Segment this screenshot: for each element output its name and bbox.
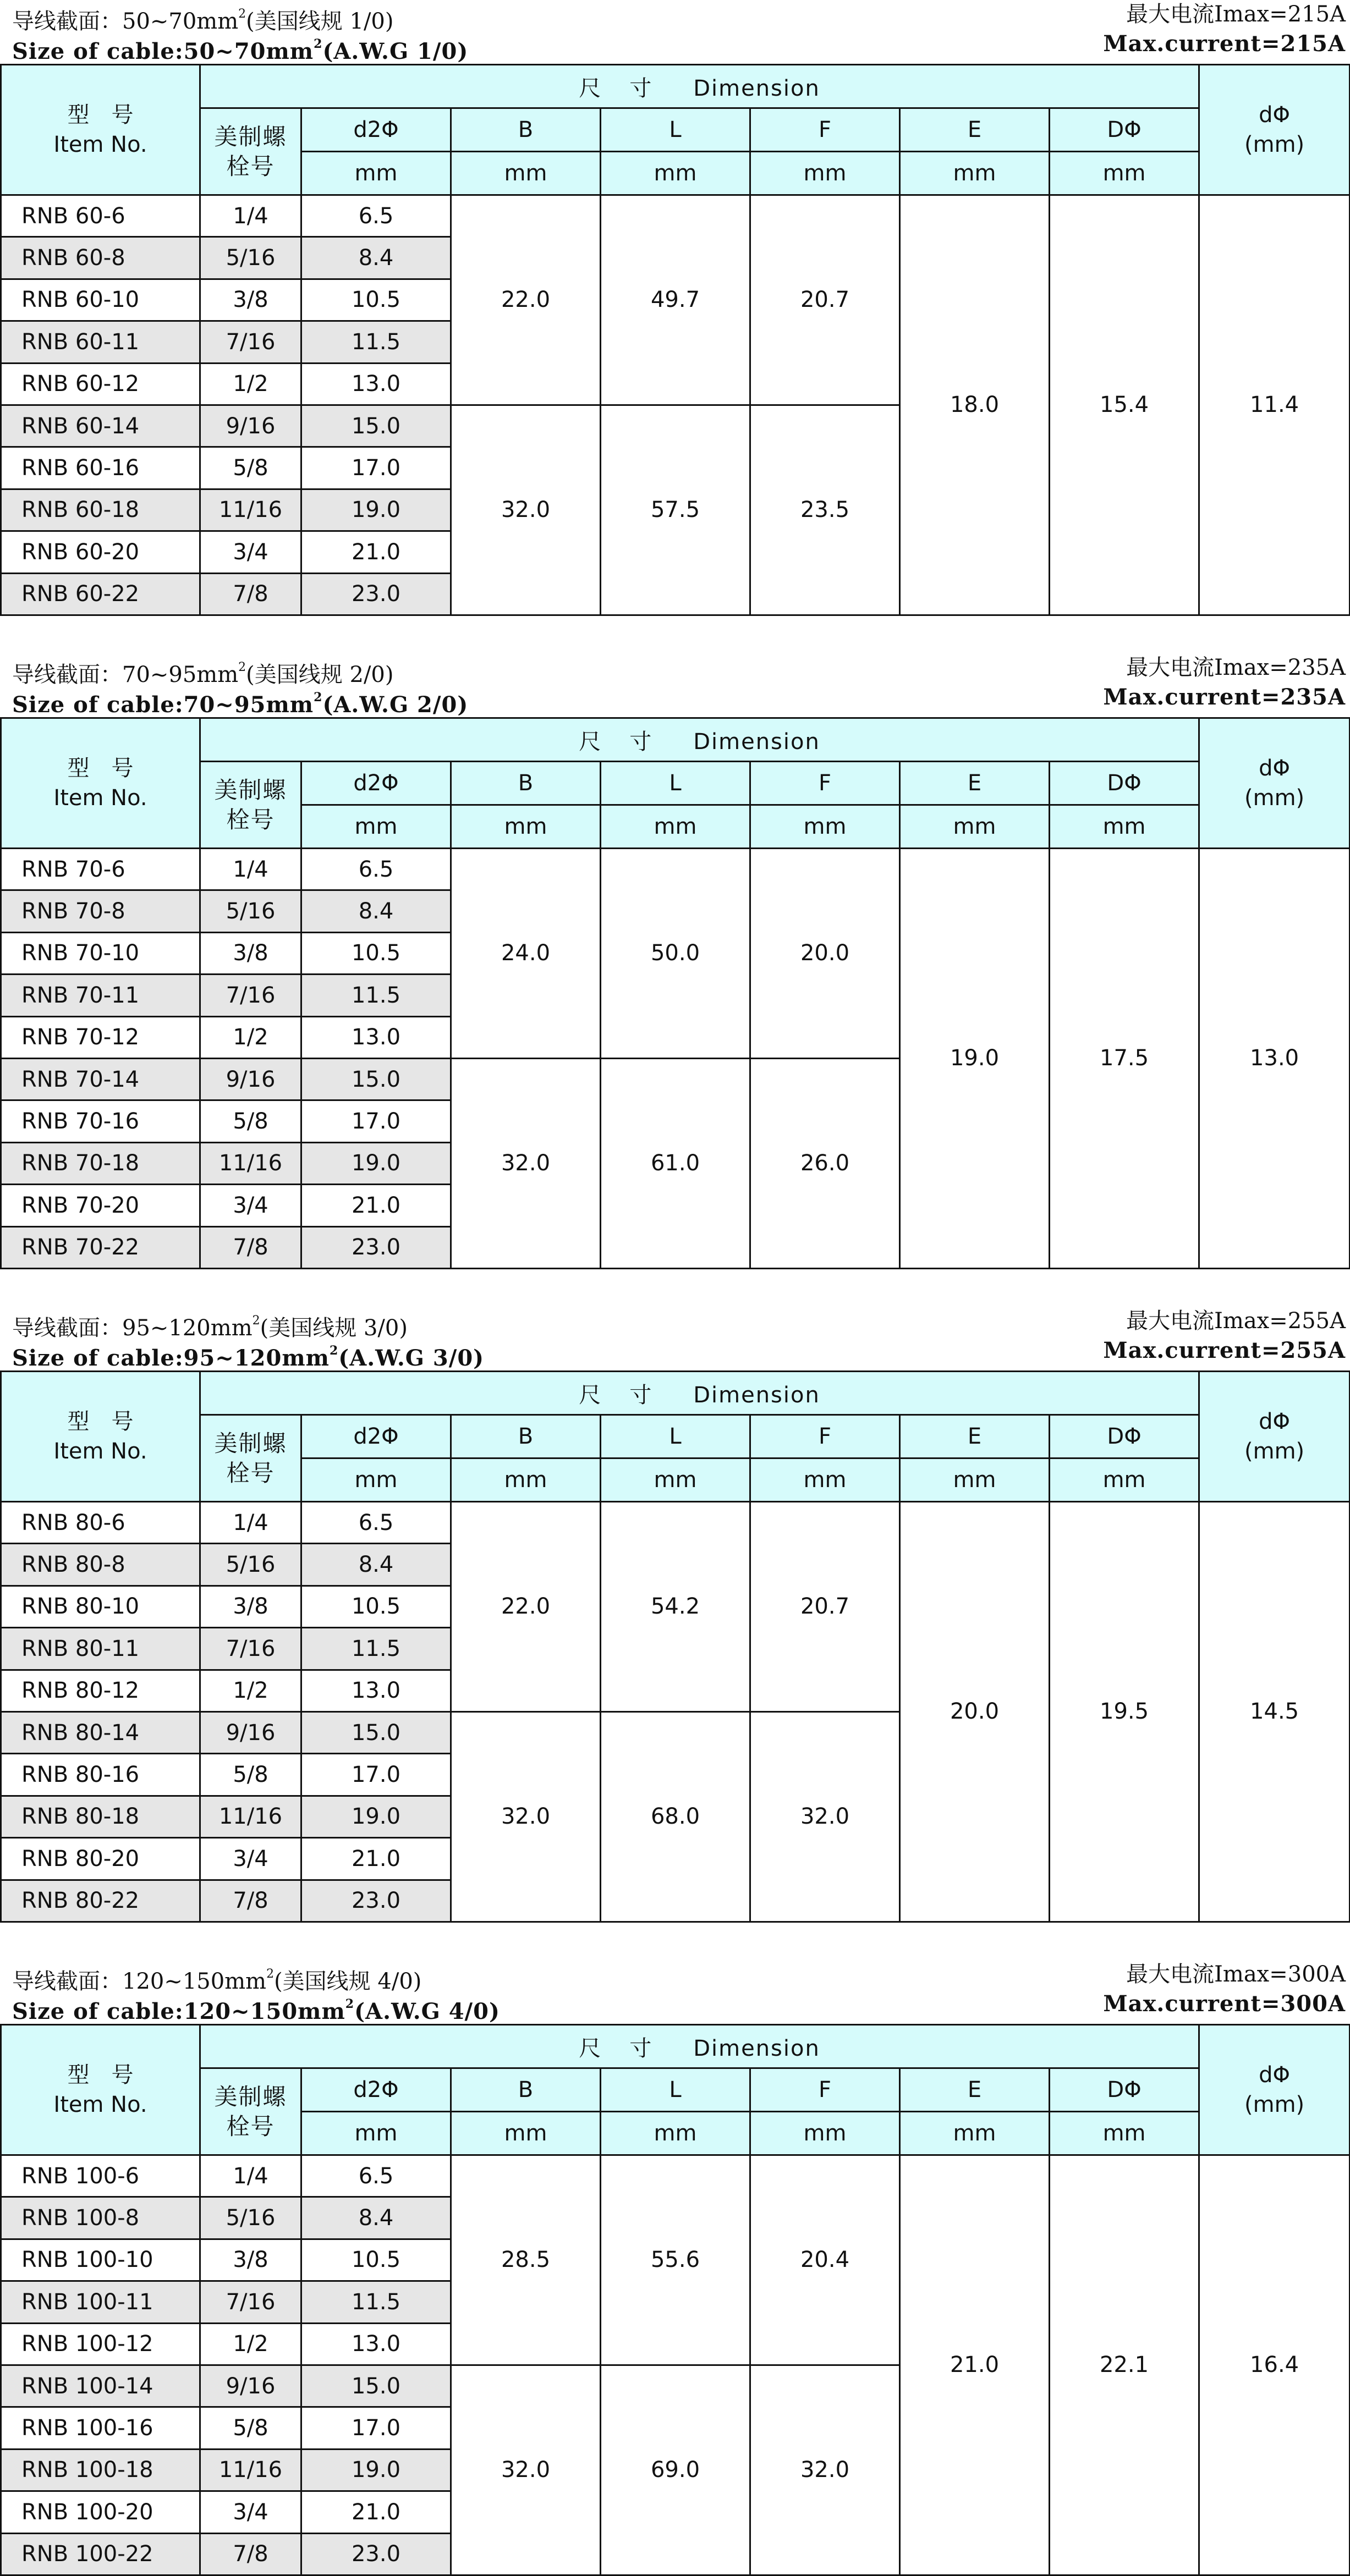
e-header: E <box>900 1415 1050 1458</box>
d-phi-cell: 11.4 <box>1199 195 1350 615</box>
item-no-cell: RNB 80-14 <box>1 1711 200 1753</box>
bolt-size-header <box>200 2068 301 2155</box>
big-d-phi-cell: 15.4 <box>1050 195 1199 615</box>
item-no-cell: RNB 80-22 <box>1 1880 200 1922</box>
item-no-cell: RNB 70-6 <box>1 849 200 890</box>
d2-phi-cell: 6.5 <box>301 2155 451 2197</box>
unit-mm: mm <box>301 1458 451 1502</box>
l-cell: 57.5 <box>601 405 750 615</box>
l-cell: 55.6 <box>601 2155 750 2365</box>
b-header: B <box>451 762 601 805</box>
cable-size-cn: 导线截面：$120\sim 150mm^2$(美国线规 4/0) <box>12 1967 422 1994</box>
bolt-size-cell: 9/16 <box>200 1711 301 1753</box>
d2-phi-cell: 8.4 <box>301 890 451 932</box>
item-no-cell: RNB 100-14 <box>1 2365 200 2407</box>
item-no-cell: RNB 80-8 <box>1 1544 200 1586</box>
bolt-size-cell: 1/4 <box>200 195 301 237</box>
f-cell: 23.5 <box>750 405 900 615</box>
item-no-en: Item No. <box>53 785 147 811</box>
bolt-size-cell: 7/16 <box>200 1628 301 1670</box>
d2-phi-cell: 19.0 <box>301 1796 451 1837</box>
section-caption <box>0 653 1350 718</box>
item-no-cell: RNB 60-22 <box>1 573 200 615</box>
d-phi-cell: 13.0 <box>1199 849 1350 1269</box>
e-header: E <box>900 108 1050 152</box>
bolt-size-cell: 3/8 <box>200 2239 301 2281</box>
cable-size-cn: 导线截面：$95\sim 120mm^2$(美国线规 3/0) <box>12 1314 408 1341</box>
unit-mm: mm <box>301 152 451 195</box>
d2-phi-cell: 6.5 <box>301 195 451 237</box>
item-no-cell: RNB 100-11 <box>1 2281 200 2323</box>
bolt-size-line2: 栓号 <box>226 152 275 180</box>
d2-phi-cell: 13.0 <box>301 1670 451 1711</box>
dimension-header <box>200 2025 1199 2068</box>
d2-phi-cell: 21.0 <box>301 2491 451 2533</box>
bolt-size-cell: 3/8 <box>200 932 301 974</box>
b-cell: 32.0 <box>451 1711 601 1922</box>
d2-phi-cell: 11.5 <box>301 975 451 1016</box>
bolt-size-cell: 9/16 <box>200 1058 301 1100</box>
d2-phi-cell: 6.5 <box>301 1502 451 1544</box>
bolt-size-line1: 美制螺 <box>214 123 287 150</box>
item-no-cell: RNB 60-16 <box>1 447 200 489</box>
f-cell: 20.4 <box>750 2155 900 2365</box>
d2-phi-header: d2Φ <box>301 1415 451 1458</box>
b-cell: 32.0 <box>451 1058 601 1268</box>
unit-mm: mm <box>1050 152 1199 195</box>
d2-phi-cell: 10.5 <box>301 2239 451 2281</box>
item-no-cell: RNB 80-20 <box>1 1838 200 1880</box>
d-phi-unit: (mm) <box>1244 132 1305 157</box>
item-no-cell: RNB 60-10 <box>1 279 200 321</box>
item-no-cell: RNB 100-18 <box>1 2449 200 2491</box>
max-current-en: Max.current=255A <box>1103 1337 1346 1363</box>
header-row <box>1 1415 1350 1458</box>
d2-phi-cell: 10.5 <box>301 932 451 974</box>
item-no-cell: RNB 60-18 <box>1 489 200 531</box>
d-phi-label: dΦ <box>1259 756 1291 781</box>
f-header: F <box>750 762 900 805</box>
unit-mm: mm <box>601 2112 750 2155</box>
item-no-cell: RNB 70-20 <box>1 1185 200 1226</box>
d2-phi-cell: 10.5 <box>301 279 451 321</box>
spec-table <box>0 2024 1350 2576</box>
d-phi-unit: (mm) <box>1244 1439 1305 1464</box>
item-no-cell: RNB 70-14 <box>1 1058 200 1100</box>
spec-section <box>0 1307 1350 1914</box>
max-current-en: Max.current=300A <box>1103 1991 1346 2017</box>
d2-phi-cell: 23.0 <box>301 573 451 615</box>
d2-phi-cell: 15.0 <box>301 1058 451 1100</box>
b-cell: 24.0 <box>451 849 601 1059</box>
unit-mm: mm <box>750 805 900 849</box>
big-d-phi-cell: 19.5 <box>1050 1502 1199 1922</box>
bolt-size-cell: 5/16 <box>200 237 301 279</box>
max-current-en: Max.current=215A <box>1103 31 1346 57</box>
bolt-size-cell: 3/8 <box>200 1586 301 1627</box>
item-no-cell: RNB 70-11 <box>1 975 200 1016</box>
item-no-cell: RNB 60-12 <box>1 363 200 405</box>
bolt-size-cell: 5/16 <box>200 890 301 932</box>
item-no-cell: RNB 70-16 <box>1 1100 200 1142</box>
unit-mm: mm <box>601 1458 750 1502</box>
max-current-cn: 最大电流Imax=215A <box>1126 2 1346 27</box>
cable-size-en: Size of $cable:70\sim 95mm^2(A.W.G$ 2/0) <box>12 690 469 718</box>
item-no-cell: RNB 70-22 <box>1 1226 200 1268</box>
max-current-cn: 最大电流Imax=255A <box>1126 1308 1346 1334</box>
b-header: B <box>451 2068 601 2112</box>
e-cell: 21.0 <box>900 2155 1050 2575</box>
d2-phi-cell: 19.0 <box>301 1142 451 1184</box>
l-header: L <box>601 2068 750 2112</box>
d-phi-header <box>1199 1372 1350 1502</box>
unit-mm: mm <box>301 805 451 849</box>
item-no-cell: RNB 80-10 <box>1 1586 200 1627</box>
d-phi-cell: 14.5 <box>1199 1502 1350 1922</box>
b-cell: 28.5 <box>451 2155 601 2365</box>
bolt-size-cell: 1/4 <box>200 2155 301 2197</box>
unit-mm: mm <box>451 1458 601 1502</box>
item-no-cn: 型 号 <box>67 102 134 128</box>
bolt-size-header <box>200 108 301 195</box>
bolt-size-cell: 3/4 <box>200 1185 301 1226</box>
bolt-size-cell: 5/16 <box>200 1544 301 1586</box>
item-no-cn: 型 号 <box>67 2062 134 2088</box>
item-no-cell: RNB 70-8 <box>1 890 200 932</box>
d-phi-cell: 16.4 <box>1199 2155 1350 2575</box>
item-no-cell: RNB 80-6 <box>1 1502 200 1544</box>
b-cell: 22.0 <box>451 195 601 405</box>
big-d-phi-header: DΦ <box>1050 108 1199 152</box>
bolt-size-cell: 1/2 <box>200 363 301 405</box>
e-cell: 19.0 <box>900 849 1050 1269</box>
dimension-cn: 尺 寸 <box>579 729 655 755</box>
bolt-size-cell: 7/16 <box>200 321 301 363</box>
item-no-cell: RNB 60-20 <box>1 531 200 573</box>
b-header: B <box>451 1415 601 1458</box>
dimension-cn: 尺 寸 <box>579 75 655 101</box>
bolt-size-cell: 7/8 <box>200 573 301 615</box>
bolt-size-cell: 7/16 <box>200 2281 301 2323</box>
section-caption <box>0 1307 1350 1371</box>
b-cell: 22.0 <box>451 1502 601 1712</box>
f-header: F <box>750 1415 900 1458</box>
f-cell: 26.0 <box>750 1058 900 1268</box>
item-no-cell: RNB 100-8 <box>1 2197 200 2239</box>
d-phi-unit: (mm) <box>1244 2092 1305 2117</box>
unit-mm: mm <box>900 805 1050 849</box>
big-d-phi-cell: 22.1 <box>1050 2155 1199 2575</box>
table-row <box>1 1502 1350 1544</box>
d-phi-header <box>1199 65 1350 195</box>
bolt-size-line2: 栓号 <box>226 806 275 833</box>
item-no-en: Item No. <box>53 132 147 157</box>
bolt-size-cell: 11/16 <box>200 1796 301 1837</box>
max-current-cn: 最大电流Imax=300A <box>1126 1962 1346 1987</box>
item-no-cn: 型 号 <box>67 1409 134 1434</box>
header-row <box>1 718 1350 762</box>
d2-phi-cell: 21.0 <box>301 1185 451 1226</box>
d2-phi-cell: 10.5 <box>301 1586 451 1627</box>
unit-mm: mm <box>1050 1458 1199 1502</box>
f-cell: 20.7 <box>750 1502 900 1712</box>
table-row <box>1 849 1350 890</box>
item-no-cell: RNB 100-10 <box>1 2239 200 2281</box>
d2-phi-header: d2Φ <box>301 2068 451 2112</box>
bolt-size-cell: 5/8 <box>200 2407 301 2449</box>
bolt-size-cell: 11/16 <box>200 1142 301 1184</box>
item-no-cell: RNB 100-6 <box>1 2155 200 2197</box>
bolt-size-cell: 1/2 <box>200 2323 301 2365</box>
d2-phi-cell: 17.0 <box>301 1754 451 1796</box>
item-no-cell: RNB 60-14 <box>1 405 200 447</box>
item-no-cell: RNB 80-12 <box>1 1670 200 1711</box>
bolt-size-cell: 7/16 <box>200 975 301 1016</box>
spec-table <box>0 717 1350 1269</box>
header-row <box>1 762 1350 805</box>
d2-phi-header: d2Φ <box>301 762 451 805</box>
d2-phi-cell: 21.0 <box>301 531 451 573</box>
item-no-cell: RNB 60-8 <box>1 237 200 279</box>
item-no-header <box>1 65 200 195</box>
bolt-size-cell: 7/8 <box>200 2533 301 2575</box>
f-cell: 20.7 <box>750 195 900 405</box>
bolt-size-cell: 11/16 <box>200 489 301 531</box>
b-cell: 32.0 <box>451 2365 601 2575</box>
item-no-en: Item No. <box>53 2092 147 2117</box>
d2-phi-cell: 17.0 <box>301 447 451 489</box>
unit-mm: mm <box>1050 2112 1199 2155</box>
f-header: F <box>750 108 900 152</box>
big-d-phi-cell: 17.5 <box>1050 849 1199 1269</box>
item-no-header <box>1 2025 200 2155</box>
dimension-en: Dimension <box>693 2035 820 2061</box>
l-cell: 69.0 <box>601 2365 750 2575</box>
d2-phi-cell: 13.0 <box>301 1016 451 1058</box>
big-d-phi-header: DΦ <box>1050 762 1199 805</box>
dimension-header <box>200 65 1199 108</box>
d2-phi-cell: 6.5 <box>301 849 451 890</box>
dimension-cn: 尺 寸 <box>579 2035 655 2061</box>
f-header: F <box>750 2068 900 2112</box>
b-cell: 32.0 <box>451 405 601 615</box>
unit-mm: mm <box>900 2112 1050 2155</box>
l-cell: 61.0 <box>601 1058 750 1268</box>
item-no-cn: 型 号 <box>67 756 134 781</box>
dimension-header <box>200 1372 1199 1415</box>
dimension-cn: 尺 寸 <box>579 1382 655 1408</box>
bolt-size-cell: 5/8 <box>200 1100 301 1142</box>
d2-phi-cell: 15.0 <box>301 2365 451 2407</box>
header-row <box>1 65 1350 108</box>
bolt-size-cell: 5/8 <box>200 1754 301 1796</box>
item-no-cell: RNB 60-6 <box>1 195 200 237</box>
section-caption <box>0 0 1350 64</box>
bolt-size-cell: 1/4 <box>200 849 301 890</box>
d2-phi-cell: 15.0 <box>301 405 451 447</box>
d2-phi-cell: 11.5 <box>301 2281 451 2323</box>
spec-section <box>0 0 1350 607</box>
item-no-cell: RNB 80-16 <box>1 1754 200 1796</box>
d2-phi-cell: 8.4 <box>301 2197 451 2239</box>
l-cell: 54.2 <box>601 1502 750 1712</box>
bolt-size-line1: 美制螺 <box>214 776 287 803</box>
f-cell: 32.0 <box>750 1711 900 1922</box>
bolt-size-line2: 栓号 <box>226 1459 275 1487</box>
d2-phi-header: d2Φ <box>301 108 451 152</box>
item-no-cell: RNB 100-12 <box>1 2323 200 2365</box>
bolt-size-line1: 美制螺 <box>214 1429 287 1457</box>
d2-phi-cell: 17.0 <box>301 2407 451 2449</box>
item-no-cell: RNB 100-22 <box>1 2533 200 2575</box>
max-current-en: Max.current=235A <box>1103 684 1346 710</box>
d2-phi-cell: 8.4 <box>301 1544 451 1586</box>
dimension-en: Dimension <box>693 75 820 101</box>
bolt-size-cell: 7/8 <box>200 1226 301 1268</box>
bolt-size-cell: 3/4 <box>200 1838 301 1880</box>
bolt-size-cell: 3/4 <box>200 531 301 573</box>
bolt-size-line2: 栓号 <box>226 2112 275 2140</box>
f-cell: 20.0 <box>750 849 900 1059</box>
d2-phi-cell: 15.0 <box>301 1711 451 1753</box>
cable-size-en: Size of $cable:95\sim 120mm^2(A.W.G$ 3/0) <box>12 1344 485 1371</box>
e-header: E <box>900 762 1050 805</box>
cable-size-cn: 导线截面：$70\sim 95mm^2$(美国线规 2/0) <box>12 660 394 687</box>
bolt-size-cell: 5/8 <box>200 447 301 489</box>
header-row <box>1 2025 1350 2068</box>
d2-phi-cell: 11.5 <box>301 321 451 363</box>
bolt-size-cell: 1/4 <box>200 1502 301 1544</box>
l-cell: 68.0 <box>601 1711 750 1922</box>
spec-table <box>0 1370 1350 1923</box>
cable-size-en: Size of $cable:50\sim 70mm^2(A.W.G$ 1/0) <box>12 37 469 64</box>
bolt-size-header <box>200 762 301 849</box>
l-cell: 49.7 <box>601 195 750 405</box>
spec-section <box>0 653 1350 1261</box>
cable-size-cn: 导线截面：$50\sim 70mm^2$(美国线规 1/0) <box>12 7 394 34</box>
item-no-cell: RNB 80-18 <box>1 1796 200 1837</box>
dimension-en: Dimension <box>693 1382 820 1408</box>
item-no-cell: RNB 70-18 <box>1 1142 200 1184</box>
d-phi-header <box>1199 718 1350 849</box>
d-phi-unit: (mm) <box>1244 785 1305 811</box>
table-row <box>1 195 1350 237</box>
d2-phi-cell: 23.0 <box>301 1880 451 1922</box>
d2-phi-cell: 17.0 <box>301 1100 451 1142</box>
dimension-header <box>200 718 1199 762</box>
header-row <box>1 108 1350 152</box>
bolt-size-cell: 7/8 <box>200 1880 301 1922</box>
b-header: B <box>451 108 601 152</box>
l-header: L <box>601 1415 750 1458</box>
unit-mm: mm <box>301 2112 451 2155</box>
bolt-size-cell: 3/4 <box>200 2491 301 2533</box>
d2-phi-cell: 21.0 <box>301 1838 451 1880</box>
item-no-header <box>1 1372 200 1502</box>
item-no-cell: RNB 60-11 <box>1 321 200 363</box>
l-header: L <box>601 762 750 805</box>
big-d-phi-header: DΦ <box>1050 2068 1199 2112</box>
bolt-size-cell: 9/16 <box>200 2365 301 2407</box>
d2-phi-cell: 23.0 <box>301 2533 451 2575</box>
unit-mm: mm <box>900 1458 1050 1502</box>
header-row <box>1 1372 1350 1415</box>
d-phi-label: dΦ <box>1259 2062 1291 2088</box>
d-phi-label: dΦ <box>1259 1409 1291 1434</box>
item-no-cell: RNB 100-20 <box>1 2491 200 2533</box>
e-cell: 18.0 <box>900 195 1050 615</box>
big-d-phi-header: DΦ <box>1050 1415 1199 1458</box>
unit-mm: mm <box>451 152 601 195</box>
max-current-cn: 最大电流Imax=235A <box>1126 655 1346 680</box>
d2-phi-cell: 8.4 <box>301 237 451 279</box>
d-phi-label: dΦ <box>1259 102 1291 128</box>
item-no-cell: RNB 80-11 <box>1 1628 200 1670</box>
unit-mm: mm <box>601 805 750 849</box>
item-no-cell: RNB 100-16 <box>1 2407 200 2449</box>
unit-mm: mm <box>451 2112 601 2155</box>
item-no-en: Item No. <box>53 1439 147 1464</box>
item-no-header <box>1 718 200 849</box>
d2-phi-cell: 13.0 <box>301 363 451 405</box>
dimension-en: Dimension <box>693 729 820 755</box>
f-cell: 32.0 <box>750 2365 900 2575</box>
unit-mm: mm <box>601 152 750 195</box>
spec-table <box>0 64 1350 616</box>
bolt-size-header <box>200 1415 301 1502</box>
bolt-size-cell: 3/8 <box>200 279 301 321</box>
bolt-size-cell: 11/16 <box>200 2449 301 2491</box>
unit-mm: mm <box>1050 805 1199 849</box>
d2-phi-cell: 19.0 <box>301 2449 451 2491</box>
e-header: E <box>900 2068 1050 2112</box>
d-phi-header <box>1199 2025 1350 2155</box>
d2-phi-cell: 13.0 <box>301 2323 451 2365</box>
d2-phi-cell: 19.0 <box>301 489 451 531</box>
unit-mm: mm <box>750 1458 900 1502</box>
bolt-size-cell: 9/16 <box>200 405 301 447</box>
l-cell: 50.0 <box>601 849 750 1059</box>
bolt-size-cell: 1/2 <box>200 1670 301 1711</box>
d2-phi-cell: 11.5 <box>301 1628 451 1670</box>
unit-mm: mm <box>451 805 601 849</box>
l-header: L <box>601 108 750 152</box>
e-cell: 20.0 <box>900 1502 1050 1922</box>
item-no-cell: RNB 70-12 <box>1 1016 200 1058</box>
bolt-size-line1: 美制螺 <box>214 2083 287 2110</box>
header-row <box>1 2068 1350 2112</box>
unit-mm: mm <box>900 152 1050 195</box>
table-row <box>1 2155 1350 2197</box>
unit-mm: mm <box>750 152 900 195</box>
section-caption <box>0 1960 1350 2024</box>
spec-section <box>0 1960 1350 2567</box>
item-no-cell: RNB 70-10 <box>1 932 200 974</box>
bolt-size-cell: 1/2 <box>200 1016 301 1058</box>
unit-mm: mm <box>750 2112 900 2155</box>
d2-phi-cell: 23.0 <box>301 1226 451 1268</box>
bolt-size-cell: 5/16 <box>200 2197 301 2239</box>
cable-size-en: Size of $cable:120\sim 150mm^2(A.W.G$ 4/0) <box>12 1997 500 2024</box>
